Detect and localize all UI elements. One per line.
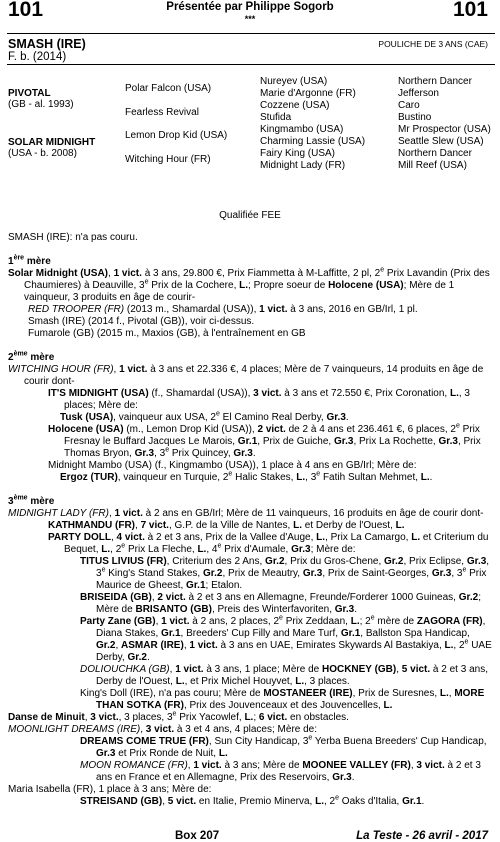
pedigree-gen2-3: Lemon Drop Kid (USA) [125, 130, 228, 141]
pedigree-gen4-7: Northern Dancer [398, 148, 472, 159]
header-rule-bottom [7, 64, 495, 65]
third-dam-grand-produce-6: DREAMS COME TRUE (FR), Sun City Handicap, 3e Yerba Buena Breeders' Cup Handicap, Gr.3 et Prix Ronde de Nuit, L. [80, 734, 487, 759]
pedigree-dam-info: (USA - b. 2008) [8, 148, 77, 159]
second-dam-produce-1: IT'S MIDNIGHT (USA) (f., Shamardal (USA)), 3 vict. à 3 ans et 72.550 €, Prix Coronation, L., 3 places; Mère de: [48, 388, 470, 411]
third-dam-produce-3: Danse de Minuit, 3 vict., 3 places, 3e Prix Yacowlef, L.; 6 vict. en obstacles. [8, 710, 349, 723]
third-dam-produce-4: MOONLIGHT DREAMS (IRE), 3 vict. à 3 et 4 ans, 4 places; Mère de: [8, 724, 318, 735]
third-dam-grand-produce-2: BRISEIDA (GB), 2 vict. à 2 et 3 ans en Allemagne, Freunde/Forderer 1000 Guineas, Gr.2; Mère de BRISANTO (GB), Preis des Winterfavoriten, Gr.3. [80, 592, 481, 615]
second-dam-heading: 2ème mère [8, 350, 55, 363]
footer-box: Box 207 [175, 830, 220, 842]
footer-place-date: La Teste - 26 avril - 2017 [356, 830, 488, 842]
pedigree-gen3-3: Cozzene (USA) [260, 100, 330, 111]
third-dam-grand-produce-8: STREISAND (GB), 5 vict. en Italie, Premio Minerva, L., 2e Oaks d'Italia, Gr.1. [80, 794, 425, 807]
second-dam-produce-3: Midnight Mambo (USA) (f., Kingmambo (USA)), 1 place à 4 ans en GB/Irl; Mère de: [48, 460, 417, 471]
header-rule-top [7, 33, 495, 34]
pedigree-gen2-2: Fearless Revival [125, 107, 199, 118]
pedigree-gen2-1: Polar Falcon (USA) [125, 83, 212, 94]
pedigree-gen4-5: Mr Prospector (USA) [398, 124, 491, 135]
second-dam-grand-produce-1: Tusk (USA), vainqueur aux USA, 2e El Camino Real Derby, Gr.3. [60, 410, 349, 423]
third-dam-heading: 3ème mère [8, 494, 55, 507]
pedigree-gen3-4: Stufida [260, 112, 292, 123]
first-dam-produce-2: Smash (IRE) (2014 f., Pivotal (GB)), voir ci-dessus. [28, 316, 255, 327]
catalogue-header [0, 0, 500, 30]
third-dam-produce-2: PARTY DOLL, 4 vict. à 2 et 3 ans, Prix de la Vallee d'Auge, L., Prix La Camargo, L. et Criterium du Bequet, L., 2e Prix La Fleche, L., 4e Prix d'Aumale, Gr.3; Mère de: [48, 532, 489, 555]
third-dam-produce-1: KATHMANDU (FR), 7 vict., G.P. de la Ville de Nantes, L. et Derby de l'Ouest, L. [48, 520, 405, 531]
pedigree-gen3-2: Marie d'Argonne (FR) [260, 88, 356, 99]
second-dam-produce-2: Holocene (USA) (m., Lemon Drop Kid (USA)), 2 vict. de 2 à 4 ans et 236.461 €, 6 places, 2e Prix Fresnay le Buffard Jacques Le Marois, Gr.1, Prix de Guiche, Gr.3, Prix La Rochette, Gr.3, Prix Thomas Bryon, Gr.3, 3e Prix Quincey, Gr.3. [48, 422, 481, 459]
qualification: Qualifiée FEE [219, 210, 281, 221]
pedigree-sire: PIVOTAL [8, 88, 51, 99]
pedigree-gen4-6: Seattle Slew (USA) [398, 136, 484, 147]
catalogue-body [8, 232, 492, 808]
pedigree-sire-info: (GB - al. 1993) [8, 99, 74, 110]
pedigree-gen4-3: Caro [398, 100, 420, 111]
stars: *** [244, 14, 256, 24]
pedigree-dam: SOLAR MIDNIGHT [8, 137, 96, 148]
third-dam-grand-produce-5: King's Doll (IRE), n'a pas couru; Mère de MOSTANEER (IRE), Prix de Suresnes, L., MORE THAN SOTKA (FR), Prix des Jouvenceaux et des Jouvencelles, L. [80, 688, 485, 711]
first-dam-produce-1: RED TROOPER (FR) (2013 m., Shamardal (USA)), 1 vict. à 3 ans, 2016 en GB/Irl, 1 pl. [28, 304, 418, 315]
pedigree-gen4-1: Northern Dancer [398, 76, 472, 87]
third-dam-entry: MIDNIGHT LADY (FR), 1 vict. à 2 ans en GB/Irl; Mère de 11 vainqueurs, 16 produits en âge de courir dont- [8, 508, 484, 519]
first-dam-heading: 1ère mère [8, 254, 51, 267]
pedigree-gen3-5: Kingmambo (USA) [260, 124, 344, 135]
pedigree-gen4-2: Jefferson [398, 88, 439, 99]
third-dam-produce-5: Maria Isabella (FR), 1 place à 3 ans; Mère de: [8, 784, 212, 795]
pedigree-gen4-8: Mill Reef (USA) [398, 160, 467, 171]
lot-number-right: 101 [452, 0, 488, 21]
second-dam-entry: WITCHING HOUR (FR), 1 vict. à 3 ans et 22.336 €, 4 places; Mère de 7 vainqueurs, 14 produits en âge de courir dont- [8, 364, 484, 387]
horse-sex-age: POULICHE DE 3 ANS (CAE) [378, 39, 488, 49]
first-dam-produce-3: Fumarole (GB) (2015 m., Maxios (GB), à l'entraînement en GB [28, 328, 306, 339]
racing-record: SMASH (IRE): n'a pas couru. [8, 232, 138, 243]
horse-name: SMASH (IRE) [8, 37, 86, 51]
pedigree-gen4-4: Bustino [398, 112, 432, 123]
pedigree-gen3-1: Nureyev (USA) [260, 76, 328, 87]
third-dam-grand-produce-3: Party Zane (GB), 1 vict. à 2 ans, 2 places, 2e Prix Zeddaan, L.; 2e mère de ZAGORA (FR), Diana Stakes, Gr.1, Breeders' Cup Filly and Mare Turf, Gr.1, Ballston Spa Handicap, Gr.2, ASMAR (IRE), 1 vict. à 3 ans en UAE, Emirates Skywards Al Bastakiya, L., 2e UAE Derby, Gr.2. [80, 614, 492, 663]
lot-number-left: 101 [8, 0, 44, 21]
third-dam-grand-produce-1: TITUS LIVIUS (FR), Criterium des 2 Ans, Gr.2, Prix du Gros-Chene, Gr.2, Prix Eclipse, Gr.3, 3e King's Stand Stakes, Gr.2, Prix de Meautry, Gr.3, Prix de Saint-Georges, Gr.3, 3e Prix Maurice de Gheest, Gr.1; Etalon. [80, 556, 490, 591]
pedigree-gen3-6: Charming Lassie (USA) [260, 136, 366, 147]
pedigree-gen2-4: Witching Hour (FR) [125, 154, 211, 165]
presenter: Présentée par Philippe Sogorb [166, 1, 334, 13]
third-dam-grand-produce-4: DOLIOUCHKA (GB), 1 vict. à 3 ans, 1 place; Mère de HOCKNEY (GB), 5 vict. à 2 et 3 ans, Derby de l'Ouest, L., et Prix Michel Houyvet, L., 3 places. [80, 664, 488, 687]
pedigree-gen3-8: Midnight Lady (FR) [260, 160, 346, 171]
horse-colour-year: F. b. (2014) [8, 51, 67, 63]
second-dam-grand-produce-2: Ergoz (TUR), vainqueur en Turquie, 2e Halic Stakes, L., 3e Fatih Sultan Mehmet, L.. [60, 470, 433, 483]
first-dam-entry: Solar Midnight (USA), 1 vict. à 3 ans, 29.800 €, Prix Fiammetta à M-Laffitte, 2 pl, 2e Prix Lavandin (Prix des Chaumieres) à Deauville, 3e Prix de la Cochere, L.; Propre soeur de Holocene (USA); Mère de 1 vainqueur, 3 produits en âge de courir- [8, 266, 490, 303]
third-dam-grand-produce-7: MOON ROMANCE (FR), 1 vict. à 3 ans; Mère de MOONEE VALLEY (FR), 3 vict. à 2 et 3 ans en France et en Allemagne, Prix des Reservoirs, Gr.3. [80, 760, 481, 783]
pedigree-gen3-7: Fairy King (USA) [260, 148, 336, 159]
